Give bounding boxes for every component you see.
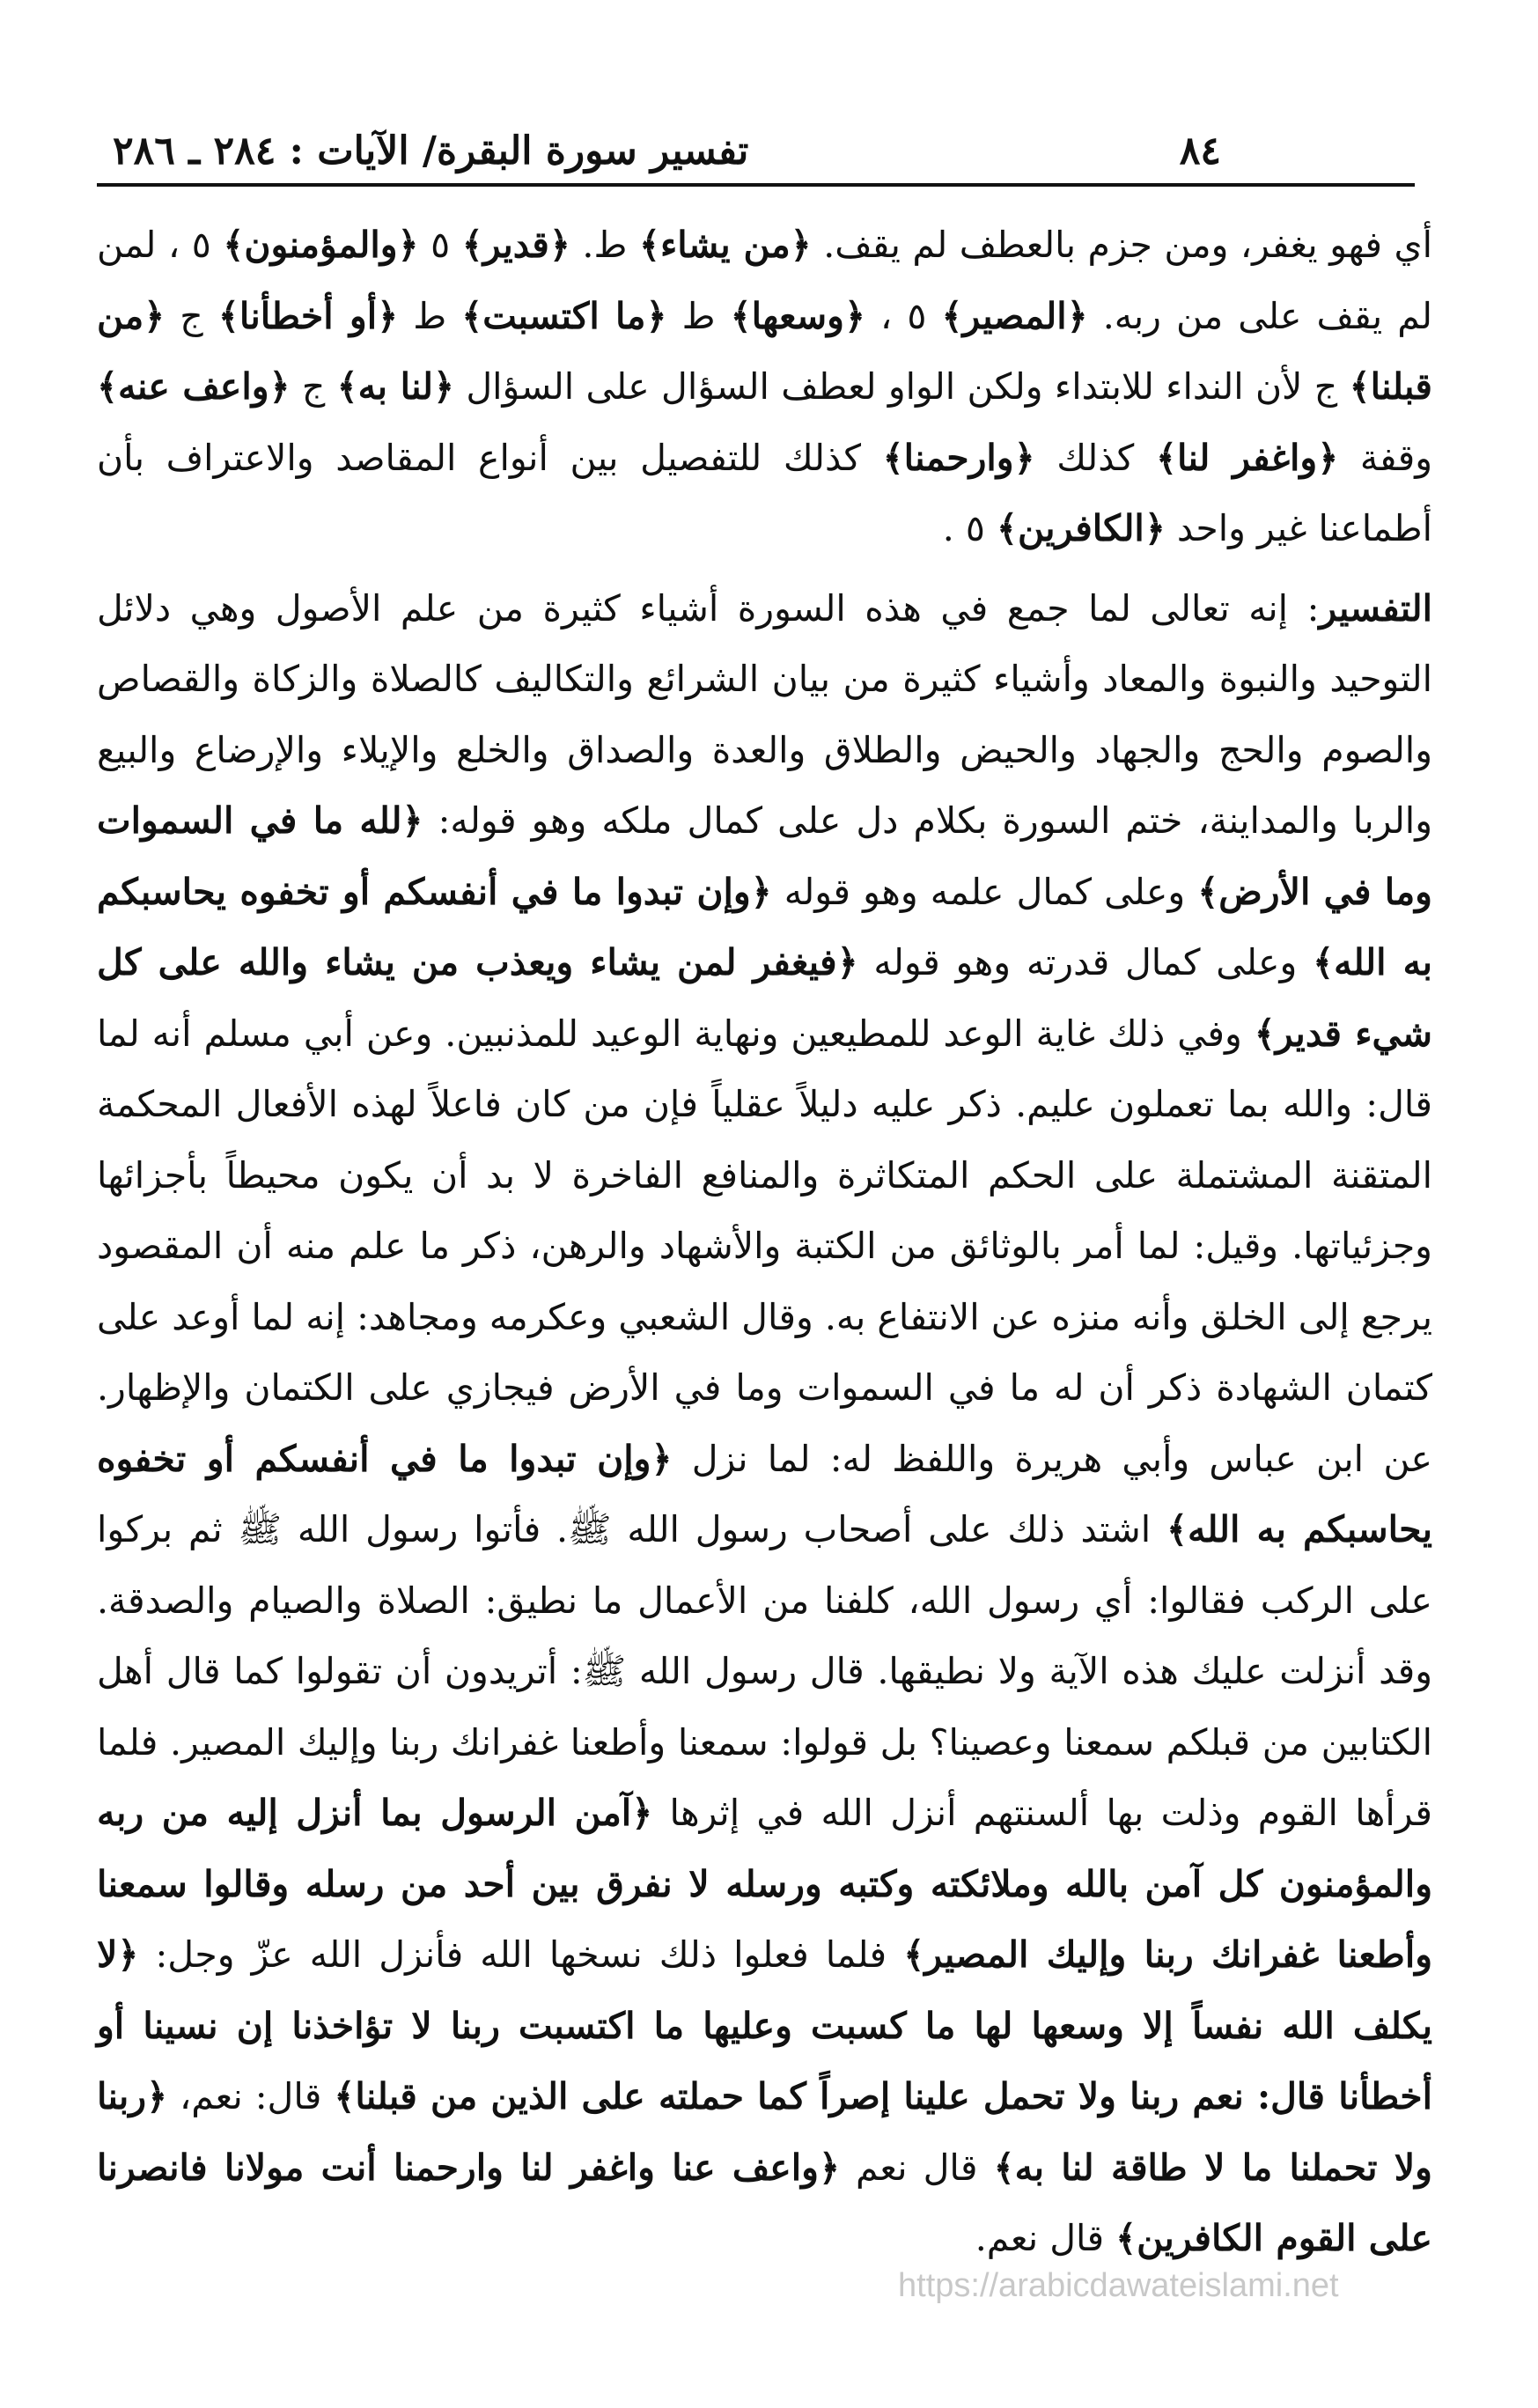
text-run: وقفة — [1338, 436, 1433, 479]
text-run: ٥ . — [942, 507, 997, 549]
quoted-verse: ﴿ما اكتسبت﴾ — [461, 294, 667, 337]
quoted-verse: التفسير — [1319, 586, 1432, 630]
quoted-verse: ﴿واغفر لنا﴾ — [1155, 436, 1339, 479]
quoted-verse: ﴿المصير﴾ — [941, 294, 1088, 337]
running-title: تفسير سورة البقرة/ الآيات : ٢٨٤ ـ ٢٨٦ — [113, 129, 749, 173]
quoted-verse: ﴿الكافرين﴾ — [996, 507, 1166, 549]
page-header — [106, 123, 1432, 185]
text-run: ج لأن النداء للابتداء ولكن الواو لعطف السؤال على السؤال — [454, 365, 1350, 408]
text-run: ط — [666, 294, 731, 337]
quoted-verse: ﴿قدير﴾ — [461, 224, 570, 266]
text-run: قال نعم — [839, 2146, 994, 2189]
quoted-verse: ﴿والمؤمنون﴾ — [223, 224, 419, 266]
quoted-verse: ﴿وارحمنا﴾ — [882, 436, 1035, 479]
quoted-verse: ﴿لله ما في السموات وما في الأرض﴾ — [97, 799, 1432, 913]
quoted-verse: ﴿آمن الرسول بما أنزل إليه من ربه والمؤمنون كل آمن بالله وملائكته وكتبه ورسله لا نفرق بين أحد من رسله وقالوا سمعنا وأطعنا غفرانك ربنا وإليك المصير﴾ — [97, 1792, 1433, 1976]
text-run: ج — [165, 294, 218, 337]
quoted-verse: ﴿من قبلنا﴾ — [97, 294, 1433, 408]
quoted-verse: ﴿وإن تبدوا ما في أنفسكم أو تخفوه يحاسبكم به الله﴾ — [97, 870, 1432, 983]
text-run: وعلى كمال قدرته وهو قوله — [857, 941, 1314, 983]
text-run: ٥ ، — [865, 294, 942, 337]
header-rule — [97, 183, 1415, 187]
text-run: ط. — [570, 224, 639, 266]
text-run: : إنه تعالى لما جمع في هذه السورة أشياء كثيرة من علم الأصول وهي دلائل التوحيد والنبوة والمعاد وأشياء كثيرة من بيان الشرائع والتكاليف كالصلاة والزكاة والقصاص والصوم والحج والجهاد والحيض والطلاق والعدة والصداق والخلع والإيلاء والإرضاع والبيع والربا والمداينة، ختم السورة بكلام دل على كمال ملكه وهو قوله: — [97, 586, 1432, 842]
text-run: اشتد ذلك على أصحاب رسول الله ﷺ. فأتوا رسول الله ﷺ ثم بركوا على الركب فقالوا: أي رسول الله، كلفنا من الأعمال ما نطيق: الصلاة والصيام والصدقة. وقد أنزلت عليك هذه الآية ولا نطيقها. قال رسول الله ﷺ: أتريدون أن تقولوا كما قال أهل الكتابين من قبلكم سمعنا وعصينا؟ بل قولوا: سمعنا وأطعنا غفرانك ربنا وإليك المصير. فلما قرأها القوم وذلت بها ألسنتهم أنزل الله في إثرها — [97, 1508, 1432, 1834]
quoted-verse: ﴿فيغفر لمن يشاء ويعذب من يشاء والله على كل شيء قدير﴾ — [97, 941, 1433, 1055]
quoted-verse: ﴿لا يكلف الله نفساً إلا وسعها لها ما كسبت وعليها ما اكتسبت ربنا لا تؤاخذنا إن نسينا أو أخطأنا قال: نعم ربنا ولا تحمل علينا إصراً كما حملته على الذين من قبلنا﴾ — [97, 1933, 1432, 2117]
page-body — [97, 210, 1432, 2274]
text-run: ط — [398, 294, 462, 337]
text-run: ج — [290, 365, 337, 408]
text-run: وعلى كمال علمه وهو قوله — [771, 870, 1198, 913]
page-number: ٨٤ — [1179, 129, 1221, 173]
text-run: قال: نعم، — [167, 2075, 335, 2117]
text-run: فلما فعلوا ذلك نسخها الله فأنزل الله عزّ وجل: — [138, 1933, 904, 1976]
source-watermark: https://arabicdawateislami.net — [898, 2267, 1339, 2304]
text-paragraph — [97, 573, 1432, 2274]
text-run: وفي ذلك غاية الوعد للمطيعين ونهاية الوعيد للمذنبين. وعن أبي مسلم أنه لما قال: والله بما تعملون عليم. ذكر عليه دليلاً عقلياً فإن من كان فاعلاً لهذه الأفعال المحكمة المتقنة المشتملة على الحكم المتكاثرة والمنافع الفاخرة لا بد أن يكون محيطاً بأجزائها وجزئياتها. وقيل: لما أمر بالوثائق من الكتبة والأشهاد والرهن، ذكر ما علم منه أن المقصود يرجع إلى الخلق وأنه منزه عن الانتفاع به. وقال الشعبي وعكرمه ومجاهد: إنه لما أوعد على كتمان الشهادة ذكر أن له ما في السموات وما في الأرض فيجازي على الكتمان والإظهار. عن ابن عباس وأبي هريرة واللفظ له: لما نزل — [97, 1012, 1433, 1480]
quoted-verse: ﴿واعف عنا واغفر لنا وارحمنا أنت مولانا فانصرنا على القوم الكافرين﴾ — [97, 2146, 1432, 2259]
text-run: كذلك للتفصيل بين أنواع المقاصد والاعتراف بأن أطماعنا غير واحد — [97, 436, 1432, 549]
quoted-verse: ﴿واعف عنه﴾ — [97, 365, 291, 408]
text-run: ٥ — [418, 224, 462, 266]
quoted-verse: ﴿من يشاء﴾ — [638, 224, 812, 266]
quoted-verse: ﴿ربنا ولا تحملنا ما لا طاقة لنا به﴾ — [97, 2075, 1432, 2189]
quoted-verse: ﴿وإن تبدوا ما في أنفسكم أو تخفوه يحاسبكم به الله﴾ — [97, 1437, 1432, 1550]
text-paragraph — [97, 210, 1432, 564]
text-run: أي فهو يغفر، ومن جزم بالعطف لم يقف. — [811, 224, 1432, 266]
quoted-verse: ﴿وسعها﴾ — [730, 294, 865, 337]
text-run: قال نعم. — [975, 2217, 1116, 2259]
quoted-verse: ﴿لنا به﴾ — [336, 365, 455, 408]
text-run: ٥ ، لمن لم يقف على من ربه. — [97, 224, 1432, 337]
quoted-verse: ﴿أو أخطأنا﴾ — [217, 294, 399, 337]
text-run: كذلك — [1034, 436, 1156, 479]
